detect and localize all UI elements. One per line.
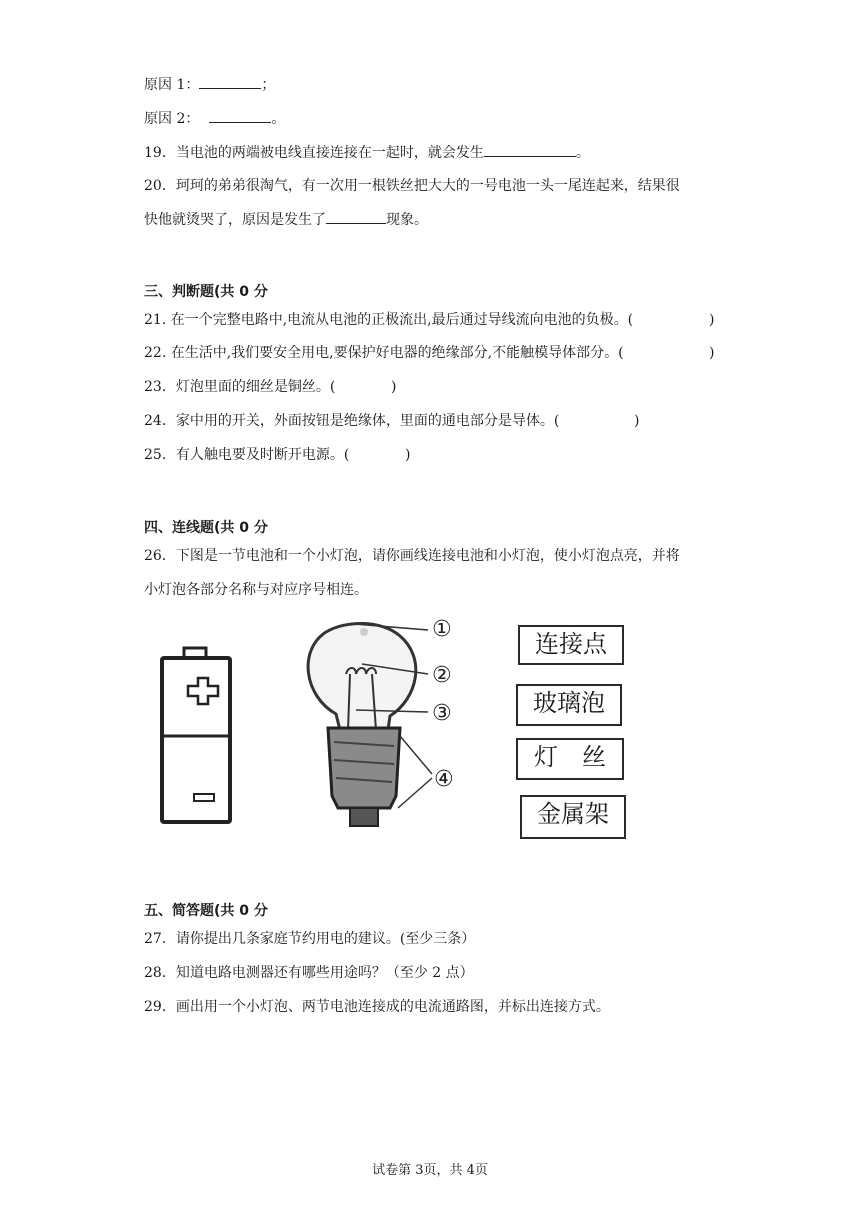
page-footer: 试卷第 3页，共 4页	[372, 1163, 488, 1178]
question-26-line-2: 小灯泡各部分名称与对应序号相连。	[144, 582, 368, 598]
question-20-line-1: 20．珂珂的弟弟很淘气，有一次用一根铁丝把大大的一号电池一头一尾连起来，结果很	[144, 178, 680, 194]
answer-paren-close[interactable]: )	[405, 447, 411, 463]
reason-2-label: 原因 2：	[144, 111, 200, 127]
answer-blank[interactable]	[484, 142, 576, 157]
marker-4: ④	[434, 767, 454, 792]
marker-2: ②	[432, 663, 452, 688]
battery-icon[interactable]	[162, 648, 230, 822]
label-metal-frame[interactable]: 金属架	[520, 795, 626, 839]
section-4-heading: 四、连线题(共 0 分	[144, 520, 268, 536]
question-27: 27．请你提出几条家庭节约用电的建议。(至少三条）	[144, 931, 476, 947]
question-29: 29．画出用一个小灯泡、两节电池连接成的电流通路图，并标出连接方式。	[144, 999, 610, 1015]
question-20-line-2: 快他就烫哭了，原因是发生了 现象。	[144, 209, 428, 230]
answer-blank[interactable]	[209, 108, 271, 123]
answer-blank[interactable]	[199, 74, 261, 89]
section-3-heading: 三、判断题(共 0 分	[144, 284, 268, 300]
plus-sign-icon	[188, 678, 218, 704]
circuit-figure	[150, 612, 650, 846]
metal-base	[328, 728, 400, 808]
question-28: 28．知道电路电测器还有哪些用途吗？（至少 2 点）	[144, 965, 474, 981]
reason-1-label: 原因 1：	[144, 77, 200, 93]
minus-sign-icon	[194, 794, 214, 801]
question-25: 25．有人触电要及时断开电源。(	[144, 447, 350, 463]
reason-2: 原因 2： 。	[144, 108, 285, 129]
question-24: 24．家中用的开关，外面按钮是绝缘体，里面的通电部分是导体。(	[144, 413, 560, 429]
question-22: 22. 在生活中,我们要安全用电,要保护好电器的绝缘部分,不能触模导体部分。(	[144, 345, 624, 361]
label-glass-bulb[interactable]: 玻璃泡	[516, 684, 622, 726]
question-23: 23．灯泡里面的细丝是铜丝。(	[144, 379, 336, 395]
question-19: 19．当电池的两端被电线直接连接在一起时，就会发生 。	[144, 142, 590, 163]
reason-1: 原因 1： ；	[144, 74, 275, 95]
question-26-line-1: 26．下图是一节电池和一个小灯泡，请你画线连接电池和小灯泡，使小灯泡点亮，并将	[144, 548, 680, 564]
label-connection-point[interactable]: 连接点	[518, 625, 624, 665]
marker-1: ①	[432, 617, 452, 642]
answer-paren-close[interactable]: )	[709, 312, 715, 328]
answer-paren-close[interactable]: )	[391, 379, 397, 395]
marker-3: ③	[432, 701, 452, 726]
answer-blank[interactable]	[326, 209, 386, 224]
answer-paren-close[interactable]: )	[634, 413, 640, 429]
light-bulb-icon[interactable]	[308, 623, 416, 826]
label-filament[interactable]: 灯 丝	[516, 738, 624, 780]
section-5-heading: 五、简答题(共 0 分	[144, 903, 268, 919]
question-21: 21. 在一个完整电路中,电流从电池的正极流出,最后通过导线流向电池的负极。(	[144, 312, 634, 328]
answer-paren-close[interactable]: )	[709, 345, 715, 361]
